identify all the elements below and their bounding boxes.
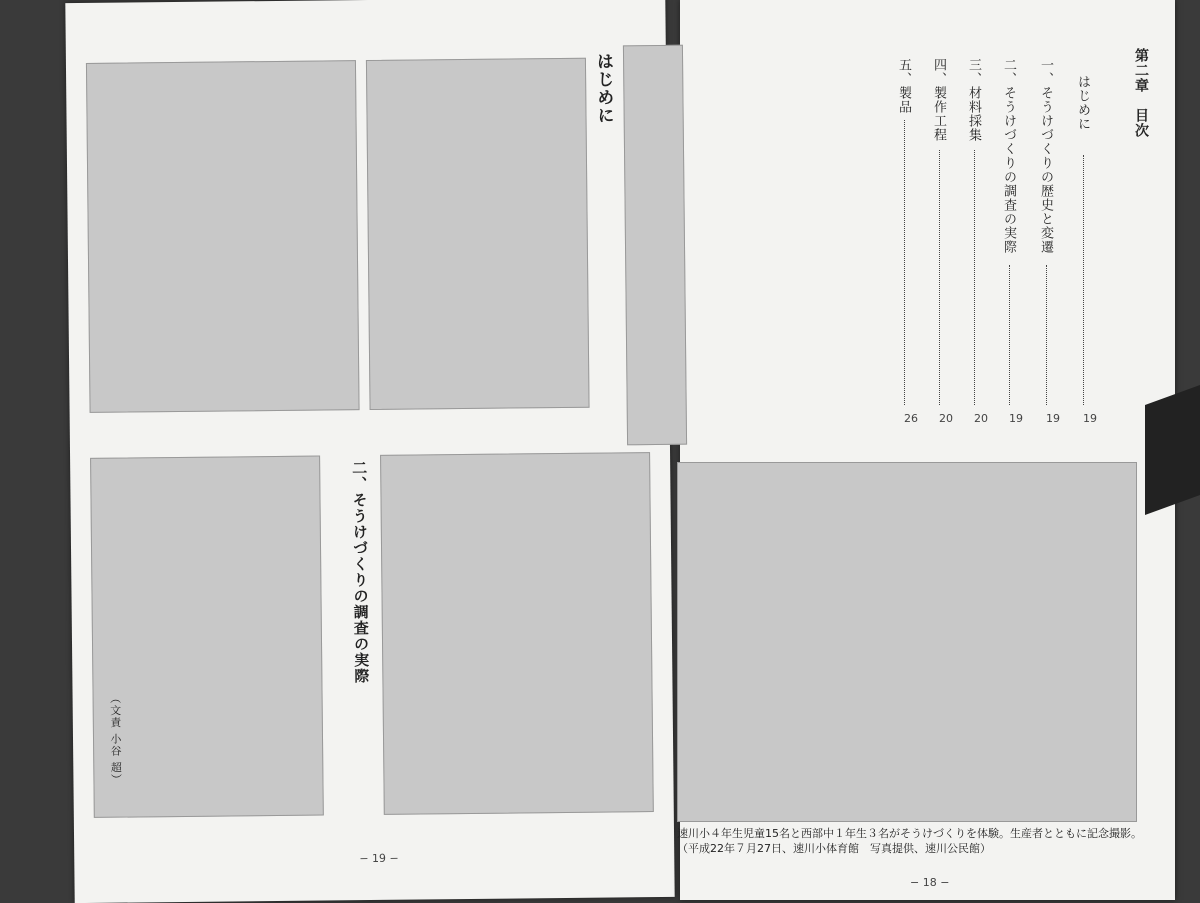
toc-item-page: 20 <box>939 412 953 425</box>
photo-caption <box>677 826 1147 856</box>
toc-leader <box>939 150 940 405</box>
toc-item-page: 19 <box>1046 412 1060 425</box>
toc-leader <box>974 150 975 405</box>
upper-left-body-text-block <box>86 60 360 413</box>
toc-item-label: 三、材料採集 <box>966 58 981 142</box>
toc-leader <box>1046 265 1047 405</box>
left-page-number: − 19 − <box>359 851 399 866</box>
toc-item-page: 19 <box>1009 412 1023 425</box>
toc-item-page: 19 <box>1083 412 1097 425</box>
toc-leader <box>1083 155 1084 405</box>
group-photo <box>677 462 1137 822</box>
lower-left-body-text-block <box>90 456 324 818</box>
toc-leader <box>1009 265 1010 405</box>
upper-body-text-block <box>623 45 687 446</box>
upper-body-text-block <box>366 58 590 410</box>
dark-object <box>1145 385 1200 515</box>
author-credit: （文責 小谷 超） <box>108 692 123 786</box>
caption-line-1: 速川小４年生児童15名と西部中１年生３名がそうけづくりを体験。生産者とともに記念撮影。 <box>677 827 1142 840</box>
caption-line-2: （平成22年７月27日、速川小体育館 写真提供、速川公民館） <box>677 842 991 855</box>
toc-item-page: 20 <box>974 412 988 425</box>
lower-body-text-block <box>380 452 654 815</box>
toc-item-page: 26 <box>904 412 918 425</box>
left-page <box>65 0 674 903</box>
toc-item-label: 五、製品 <box>896 58 911 114</box>
toc-item-label: 二、そうけづくりの調査の実際 <box>1001 58 1016 254</box>
toc-item-label: 一、そうけづくりの歴史と変遷 <box>1038 58 1053 254</box>
right-page-number: − 18 − <box>910 876 950 889</box>
intro-heading: はじめに <box>592 52 614 125</box>
toc-item-label: はじめに <box>1075 75 1090 131</box>
toc-leader <box>904 120 905 405</box>
toc-title: 第二章 目次 <box>1133 48 1149 138</box>
section-heading-2: 二、そうけづくりの調査の実際 <box>350 460 371 685</box>
toc-item-label: 四、製作工程 <box>931 58 946 142</box>
